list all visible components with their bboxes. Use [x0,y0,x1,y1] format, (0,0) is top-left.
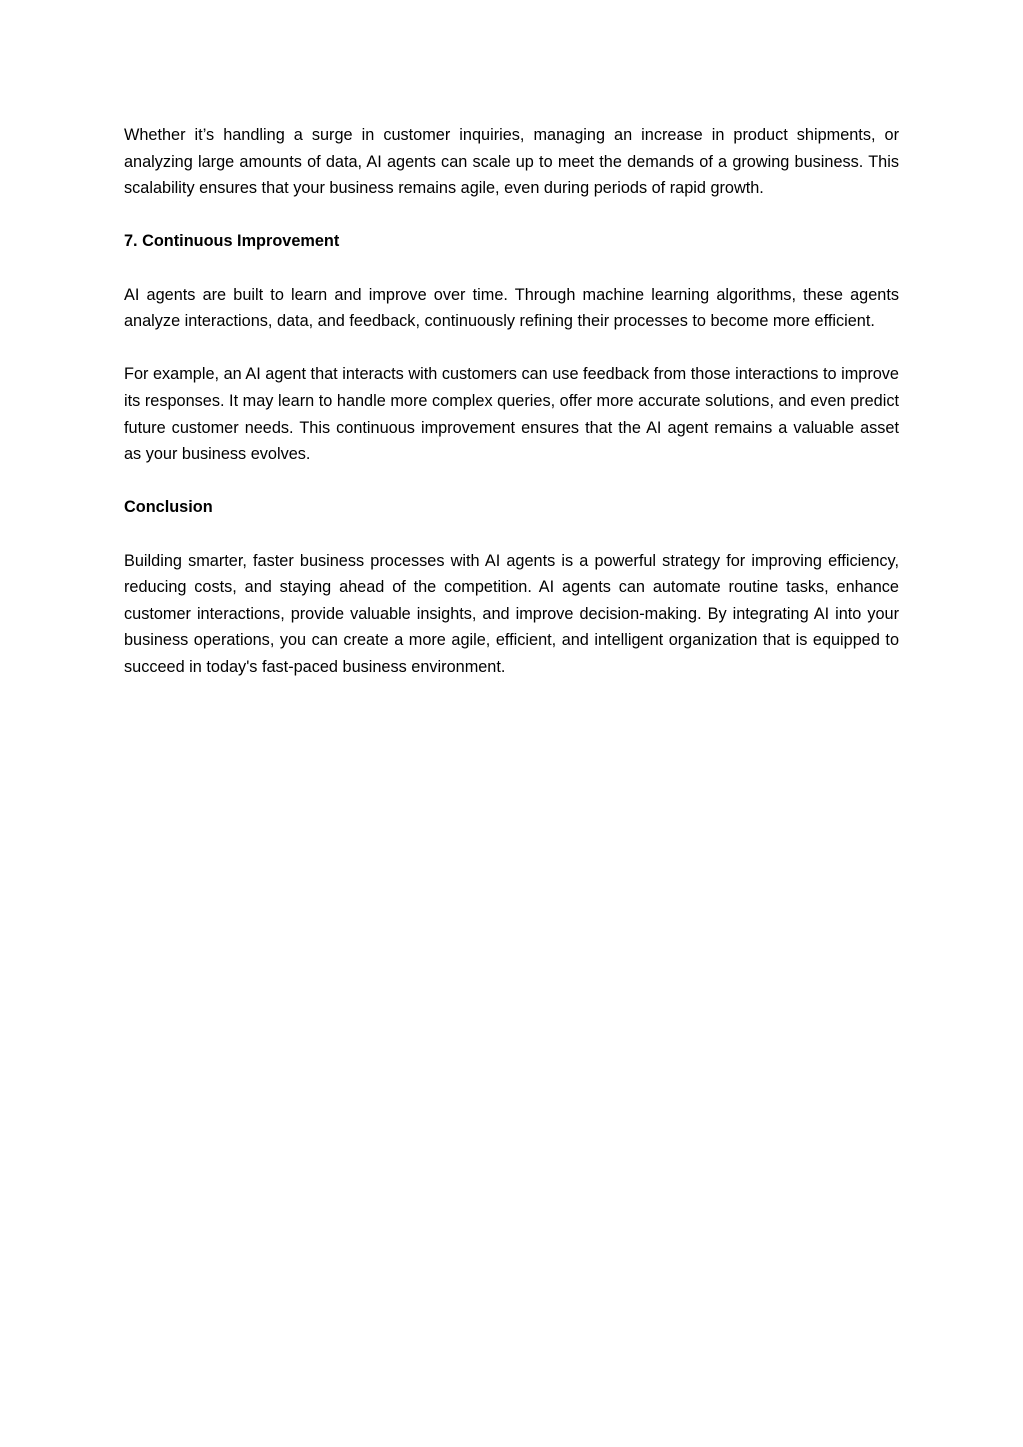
section-heading-conclusion: Conclusion [124,498,213,517]
scalability-paragraph: Whether it’s handling a surge in customer inquiries, managing an increase in product shipments, or analyzing large amounts of data, AI agents can scale up to meet the demands of a growing business. This scalability ensures that your business remains agile, even during periods of rapid growth. [124,126,899,198]
document-page [124,122,899,707]
section-heading-continuous-improvement: 7. Continuous Improvement [124,232,340,251]
conclusion-paragraph: Building smarter, faster business processes with AI agents is a powerful strategy for improving efficiency, reducing costs, and staying ahead of the competition. AI agents can automate routine tasks, enhance customer interactions, provide valuable insights, and improve decision-making. By integrating AI into your business operations, you can create a more agile, efficient, and intelligent organization that is equipped to succeed in today's fast-paced business environment. [124,551,899,676]
learning-paragraph: AI agents are built to learn and improve over time. Through machine learning algorithms, these agents analyze interactions, data, and feedback, continuously refining their processes to become more efficient. [124,285,899,331]
example-paragraph: For example, an AI agent that interacts with customers can use feedback from those interactions to improve its responses. It may learn to handle more complex queries, offer more accurate solutions, and even predict future customer needs. This continuous improvement ensures that the AI agent remains a valuable asset as your business evolves. [124,365,899,464]
